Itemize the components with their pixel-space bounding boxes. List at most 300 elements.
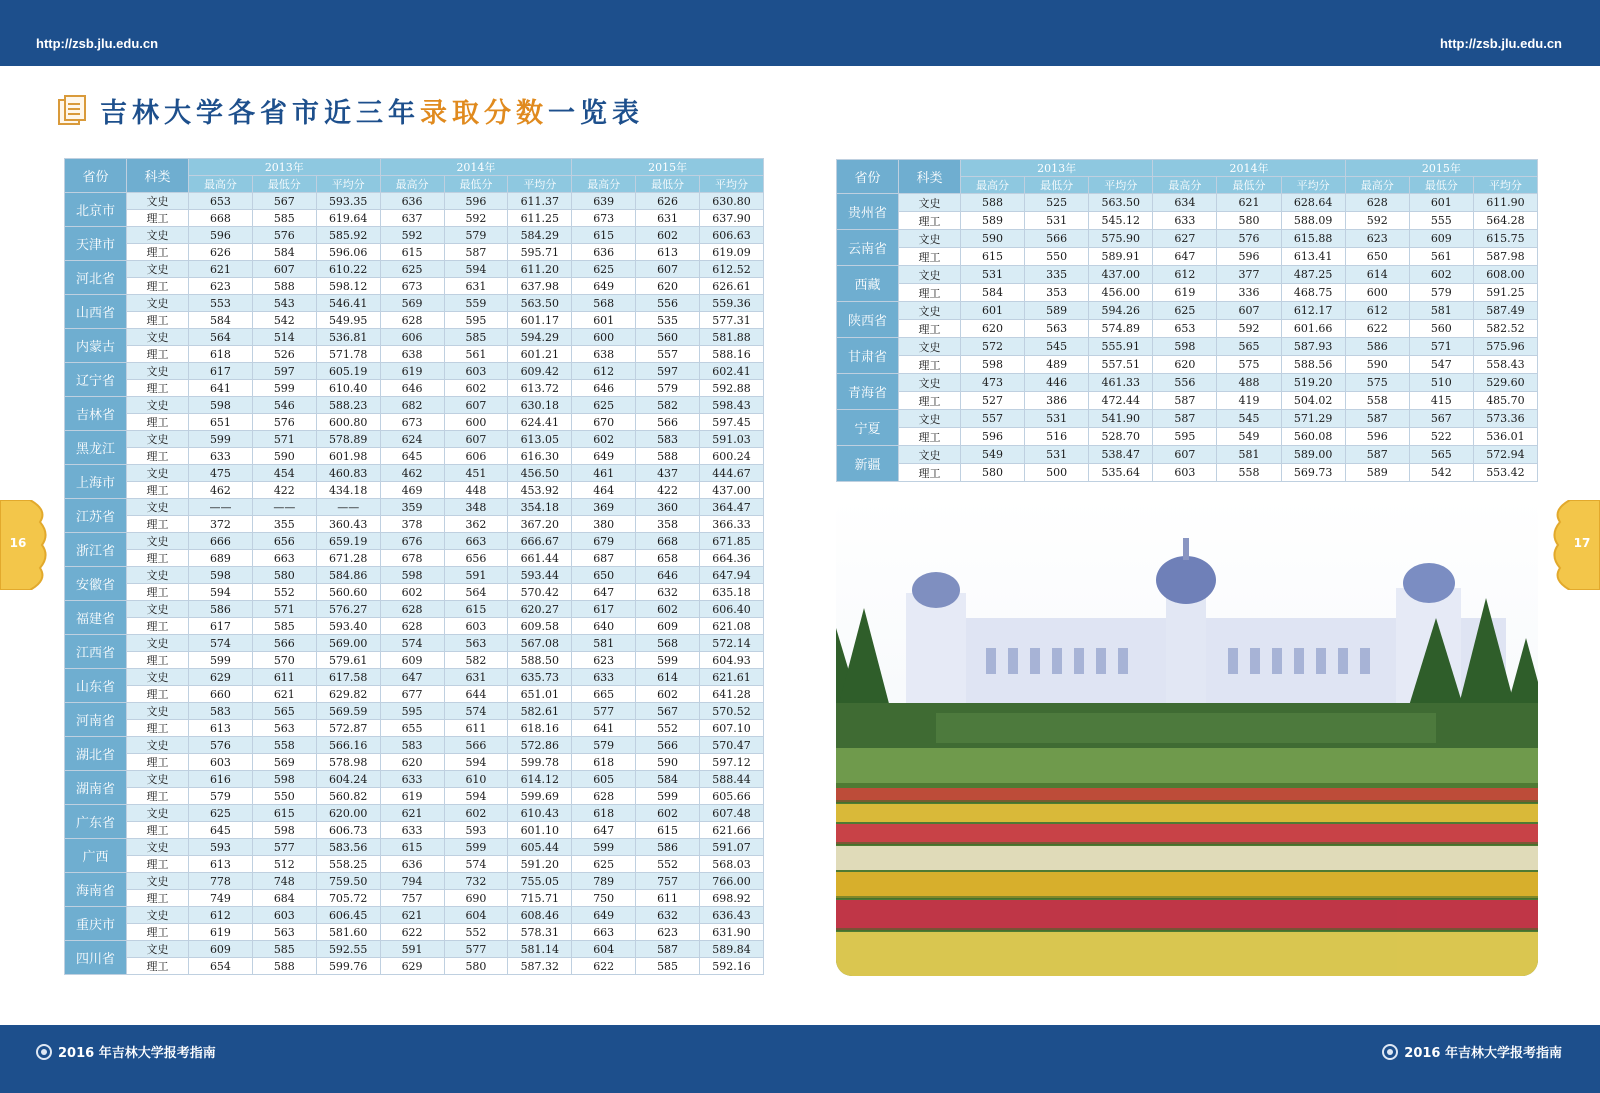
top-header-bar [0,0,1600,66]
score-cell: 606.63 [700,227,764,244]
score-cell: 598 [380,567,444,584]
score-cell: 543 [252,295,316,312]
table-row [837,284,1538,302]
province-cell: 内蒙古 [65,329,127,363]
score-cell: 601.66 [1281,320,1345,338]
score-cell: 563.50 [508,295,572,312]
score-cell: 601 [1409,194,1473,212]
table-row [837,212,1538,230]
score-cell: 549 [961,446,1025,464]
category-cell: 文史 [127,601,189,618]
score-cell: 617.58 [316,669,380,686]
score-cell: 606.45 [316,907,380,924]
score-cell: 628 [380,601,444,618]
score-cell: 535.64 [1089,464,1153,482]
score-cell: 594 [189,584,253,601]
header-max-score: 最高分 [1345,177,1409,194]
score-cell: 626 [189,244,253,261]
score-cell: 597 [252,363,316,380]
score-cell: 755.05 [508,873,572,890]
score-cell: 646 [572,380,636,397]
score-cell: 585 [252,618,316,635]
score-cell: 590 [961,230,1025,248]
score-cell: 599.69 [508,788,572,805]
header-min-score: 最低分 [1217,177,1281,194]
score-cell: 612 [1345,302,1409,320]
score-cell: 646 [636,567,700,584]
score-cell: 637.90 [700,210,764,227]
score-cell: 510 [1409,374,1473,392]
header-max-score: 最高分 [189,176,253,193]
header-year-2014: 2014年 [380,159,572,176]
score-cell: 362 [444,516,508,533]
score-cell: 607 [444,431,508,448]
score-cell: 336 [1217,284,1281,302]
score-cell: 641 [572,720,636,737]
score-cell: 626 [636,193,700,210]
score-cell: 594 [444,261,508,278]
province-cell: 黑龙江 [65,431,127,465]
score-cell: 608.46 [508,907,572,924]
score-cell: 485.70 [1473,392,1537,410]
table-row [837,248,1538,266]
score-cell: 468.75 [1281,284,1345,302]
score-cell: 586 [189,601,253,618]
score-cell: 594.29 [508,329,572,346]
score-cell: 607.10 [700,720,764,737]
category-cell: 文史 [127,431,189,448]
score-cell: 596.06 [316,244,380,261]
score-cell: 593 [444,822,508,839]
header-url-right[interactable]: http://zsb.jlu.edu.cn [1439,36,1562,51]
score-cell: 602 [1409,266,1473,284]
score-cell: 631 [444,278,508,295]
table-row [837,446,1538,464]
score-cell: 592 [1345,212,1409,230]
score-cell: 598 [1153,338,1217,356]
score-cell: 576 [189,737,253,754]
score-cell: 624 [380,431,444,448]
score-cell: 525 [1025,194,1089,212]
score-cell: —— [252,499,316,516]
score-cell: 437.00 [1089,266,1153,284]
score-cell: 749 [189,890,253,907]
score-cell: 588 [636,448,700,465]
score-cell: 580 [444,958,508,975]
score-cell: 572.94 [1473,446,1537,464]
score-cell: 584 [961,284,1025,302]
score-cell: 561 [1409,248,1473,266]
province-cell: 湖北省 [65,737,127,771]
score-cell: 598 [189,397,253,414]
footer-left [36,1042,216,1061]
category-cell: 文史 [127,533,189,550]
score-cell: 565 [1409,446,1473,464]
score-cell: 613 [189,856,253,873]
score-cell: 649 [572,907,636,924]
score-cell: 569.59 [316,703,380,720]
score-cell: 673 [380,414,444,431]
score-cell: 649 [572,278,636,295]
score-cell: 616.30 [508,448,572,465]
score-cell: 572 [961,338,1025,356]
score-cell: 611.25 [508,210,572,227]
score-cell: 579 [1409,284,1473,302]
category-cell: 文史 [899,410,961,428]
score-cell: 633 [380,822,444,839]
header-year-2014: 2014年 [1153,160,1345,177]
page-title-block [56,90,644,130]
score-cell: 600 [444,414,508,431]
score-cell: 546 [252,397,316,414]
score-cell: 596 [444,193,508,210]
footer-right-text: 2016 年吉林大学报考指南 [1404,1046,1562,1061]
table-row [65,805,764,822]
score-cell: 615 [380,839,444,856]
score-cell: 602 [572,431,636,448]
campus-photo [836,498,1538,976]
score-cell: 632 [636,584,700,601]
score-cell: 630.80 [700,193,764,210]
province-cell: 天津市 [65,227,127,261]
score-cell: 595 [380,703,444,720]
score-cell: 636.43 [700,907,764,924]
table-row [65,516,764,533]
table-row [65,499,764,516]
score-cell: 698.92 [700,890,764,907]
score-cell: 558 [1345,392,1409,410]
score-cell: 578.89 [316,431,380,448]
score-cell: 359 [380,499,444,516]
score-cell: 549 [1217,428,1281,446]
header-max-score: 最高分 [572,176,636,193]
category-cell: 理工 [899,212,961,230]
document-icon [56,93,90,127]
score-cell: 625 [189,805,253,822]
score-cell: 628 [380,618,444,635]
score-cell: 666 [189,533,253,550]
header-avg-score: 平均分 [1089,177,1153,194]
score-cell: 574 [189,635,253,652]
score-cell: 619 [189,924,253,941]
score-cell: 607 [252,261,316,278]
category-cell: 理工 [127,448,189,465]
score-cell: 620 [380,754,444,771]
score-cell: 564 [189,329,253,346]
score-cell: 571 [252,601,316,618]
score-cell: 469 [380,482,444,499]
score-cell: 644 [444,686,508,703]
score-cell: 588 [252,958,316,975]
score-cell: 504.02 [1281,392,1345,410]
score-cell: 570.47 [700,737,764,754]
score-cell: 354.18 [508,499,572,516]
score-cell: 360.43 [316,516,380,533]
score-cell: 622 [1345,320,1409,338]
table-row [65,312,764,329]
score-cell: 611.90 [1473,194,1537,212]
header-category: 科类 [127,159,189,193]
score-cell: 594 [444,754,508,771]
score-cell: 589 [961,212,1025,230]
score-cell: 589.91 [1089,248,1153,266]
score-cell: 575.96 [1473,338,1537,356]
score-cell: 598 [189,567,253,584]
score-cell: 580 [1217,212,1281,230]
score-cell: 615 [572,227,636,244]
campus-photo-icon [836,498,1538,976]
score-cell: 567 [252,193,316,210]
category-cell: 理工 [899,320,961,338]
score-cell: 621 [1217,194,1281,212]
score-cell: 584 [636,771,700,788]
header-max-score: 最高分 [380,176,444,193]
score-cell: 618 [572,754,636,771]
score-cell: 602 [636,805,700,822]
table-row [837,464,1538,482]
score-cell: 615 [252,805,316,822]
header-url-left[interactable]: http://zsb.jlu.edu.cn [36,36,159,51]
score-cell: 606.73 [316,822,380,839]
score-cell: 607.48 [700,805,764,822]
score-cell: 633 [189,448,253,465]
table-row [65,550,764,567]
score-cell: 358 [636,516,700,533]
score-cell: 623 [1345,230,1409,248]
score-cell: 595 [1153,428,1217,446]
score-cell: 606.40 [700,601,764,618]
score-cell: 585.92 [316,227,380,244]
category-cell: 文史 [127,193,189,210]
province-cell: 辽宁省 [65,363,127,397]
score-cell: 570.52 [700,703,764,720]
score-cell: 655 [380,720,444,737]
score-cell: 599 [189,431,253,448]
score-cell: 626.61 [700,278,764,295]
table-row [65,652,764,669]
page-number-tab-left [0,500,48,590]
score-cell: 571 [1409,338,1473,356]
score-cell: 565 [1217,338,1281,356]
score-cell: 645 [189,822,253,839]
footer-right [1382,1042,1562,1061]
category-cell: 理工 [127,856,189,873]
score-cell: 545.12 [1089,212,1153,230]
score-cell: 462 [380,465,444,482]
table-row [65,363,764,380]
score-cell: 602 [444,380,508,397]
province-cell: 云南省 [837,230,899,266]
province-cell: 西藏 [837,266,899,302]
table-row [65,397,764,414]
header-year-2015: 2015年 [572,159,764,176]
province-cell: 海南省 [65,873,127,907]
table-row [65,788,764,805]
score-cell: 585 [252,210,316,227]
score-cell: 538.47 [1089,446,1153,464]
score-cell: 577 [444,941,508,958]
score-cell: 444.67 [700,465,764,482]
score-cell: 619.64 [316,210,380,227]
category-cell: 文史 [127,567,189,584]
category-cell: 文史 [127,703,189,720]
score-cell: 641.28 [700,686,764,703]
score-cell: 599 [636,788,700,805]
score-cell: 646 [380,380,444,397]
score-cell: 552 [444,924,508,941]
score-cell: 677 [380,686,444,703]
score-cell: 656 [252,533,316,550]
score-cell: 633 [572,669,636,686]
score-cell: 599.76 [316,958,380,975]
score-cell: 612.17 [1281,302,1345,320]
score-cell: 640 [572,618,636,635]
score-cell: 613 [189,720,253,737]
table-row [65,822,764,839]
score-cell: 590 [1345,356,1409,374]
university-emblem-icon [36,1044,52,1060]
score-cell: 647 [572,822,636,839]
province-cell: 青海省 [837,374,899,410]
table-row [65,618,764,635]
score-cell: 607 [444,397,508,414]
score-cell: 556 [636,295,700,312]
score-cell: 574.89 [1089,320,1153,338]
score-cell: 526 [252,346,316,363]
score-cell: 620.27 [508,601,572,618]
score-cell: 415 [1409,392,1473,410]
province-cell: 浙江省 [65,533,127,567]
score-cell: 594 [444,788,508,805]
score-cell: 556 [1153,374,1217,392]
score-cell: 602.41 [700,363,764,380]
score-cell: 635.73 [508,669,572,686]
table-row [837,230,1538,248]
score-cell: 661.44 [508,550,572,567]
category-cell: 文史 [127,771,189,788]
left-table-body [65,193,764,975]
score-cell: 451 [444,465,508,482]
score-cell: 552 [636,856,700,873]
score-cell: 587 [1153,392,1217,410]
header-avg-score: 平均分 [316,176,380,193]
category-cell: 文史 [899,194,961,212]
score-cell: 663 [572,924,636,941]
category-cell: 文史 [899,374,961,392]
score-cell: 563.50 [1089,194,1153,212]
table-row [65,465,764,482]
score-cell: 588.44 [700,771,764,788]
score-cell: 550 [252,788,316,805]
score-cell: 593 [189,839,253,856]
score-cell: 584.29 [508,227,572,244]
score-cell: 557 [636,346,700,363]
province-cell: 四川省 [65,941,127,975]
score-cell: 569 [252,754,316,771]
province-cell: 陕西省 [837,302,899,338]
score-cell: 580 [252,567,316,584]
score-cell: 647 [572,584,636,601]
table-row [65,907,764,924]
category-cell: 理工 [127,482,189,499]
score-cell: 617 [189,363,253,380]
score-cell: 673 [572,210,636,227]
score-cell: 654 [189,958,253,975]
score-cell: 633 [380,771,444,788]
score-cell: 627 [1153,230,1217,248]
header-avg-score: 平均分 [700,176,764,193]
score-cell: 589.00 [1281,446,1345,464]
score-cell: 460.83 [316,465,380,482]
score-cell: 567.08 [508,635,572,652]
category-cell: 理工 [127,346,189,363]
score-cell: 531 [961,266,1025,284]
score-cell: 620.00 [316,805,380,822]
table-row [65,193,764,210]
score-cell: 552 [636,720,700,737]
score-cell: 584.86 [316,567,380,584]
province-cell: 宁夏 [837,410,899,446]
score-cell: 750 [572,890,636,907]
header-avg-score: 平均分 [508,176,572,193]
table-row [65,856,764,873]
score-cell: 475 [189,465,253,482]
score-cell: 601.98 [316,448,380,465]
category-cell: 理工 [127,550,189,567]
score-cell: —— [316,499,380,516]
score-cell: 550 [1025,248,1089,266]
province-cell: 甘肃省 [837,338,899,374]
score-cell: 625 [1153,302,1217,320]
score-cell: 531 [1025,446,1089,464]
score-cell: 587.32 [508,958,572,975]
score-cell: 650 [1345,248,1409,266]
score-cell: 636 [380,856,444,873]
header-min-score: 最低分 [444,176,508,193]
province-cell: 吉林省 [65,397,127,431]
score-cell: 583 [636,431,700,448]
score-cell: 574 [444,856,508,873]
score-cell: 560 [636,329,700,346]
score-cell: 576 [1217,230,1281,248]
score-cell: —— [189,499,253,516]
table-row [837,410,1538,428]
score-cell: 461 [572,465,636,482]
score-cell: 653 [1153,320,1217,338]
category-cell: 理工 [127,244,189,261]
score-cell: 564.28 [1473,212,1537,230]
province-cell: 山东省 [65,669,127,703]
score-cell: 487.25 [1281,266,1345,284]
score-cell: 561 [444,346,508,363]
table-row [65,227,764,244]
score-cell: 557.51 [1089,356,1153,374]
table-row [65,720,764,737]
score-cell: 587.93 [1281,338,1345,356]
bottom-footer-bar [0,1025,1600,1093]
score-cell: 665 [572,686,636,703]
table-row [837,374,1538,392]
score-cell: 560.08 [1281,428,1345,446]
table-row [65,244,764,261]
score-cell: 588.09 [1281,212,1345,230]
table-row [837,302,1538,320]
score-cell: 766.00 [700,873,764,890]
score-cell: 488 [1217,374,1281,392]
category-cell: 理工 [127,754,189,771]
score-cell: 542 [1409,464,1473,482]
score-cell: 566 [252,635,316,652]
